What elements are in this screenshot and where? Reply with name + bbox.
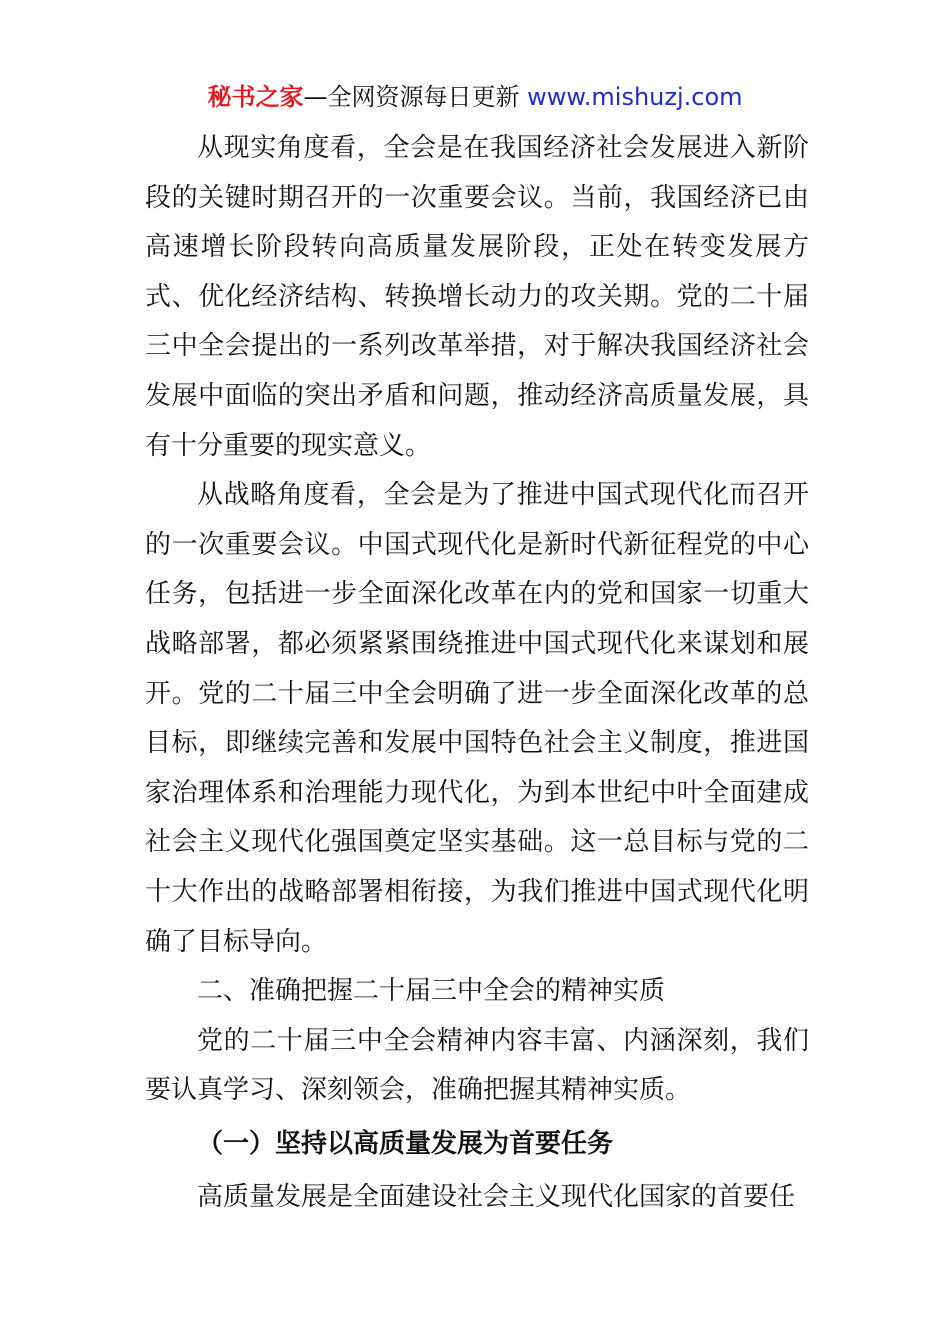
site-brand: 秘书之家 xyxy=(207,83,304,111)
paragraph-high-quality-development: 高质量发展是全面建设社会主义现代化国家的首要任 xyxy=(197,1182,796,1213)
paragraph-section-intro: 党的二十届三中全会精神内容丰富、内涵深刻，我们要认真学习、深刻领会，准确把握其精神实质。 xyxy=(145,1025,809,1106)
paragraph-practical-perspective: 从现实角度看，全会是在我国经济社会发展进入新阶段的关键时期召开的一次重要会议。当前，我国经济已由高速增长阶段转向高质量发展阶段，正处在转变发展方式、优化经济结构、转换增长动力的攻关期。党的二十届三中全会提出的一系列改革举措，对于解决我国经济社会发展中面临的突出矛盾和问题，推动经济高质量发展，具有十分重要的现实意义。 xyxy=(145,133,809,461)
subsection-heading-1: （一）坚持以高质量发展为首要任务 xyxy=(197,1128,614,1159)
paragraph-strategic-perspective: 从战略角度看，全会是为了推进中国式现代化而召开的一次重要会议。中国式现代化是新时代新征程党的中心任务，包括进一步全面深化改革在内的党和国家一切重大战略部署，都必须紧紧围绕推进中国式现代化来谋划和展开。党的二十届三中全会明确了进一步全面深化改革的总目标，即继续完善和发展中国特色社会主义制度，推进国家治理体系和治理能力现代化，为到本世纪中叶全面建成社会主义现代化强国奠定坚实基础。这一总目标与党的二十大作出的战略部署相衔接，为我们推进中国式现代化明确了目标导向。 xyxy=(145,480,809,957)
section-heading-2: 二、准确把握二十届三中全会的精神实质 xyxy=(197,976,666,1007)
site-header xyxy=(0,80,950,114)
document-body xyxy=(145,124,809,1223)
site-tagline: —全网资源每日更新 xyxy=(303,83,520,111)
site-url-link[interactable]: www.mishuzj.com xyxy=(527,83,743,111)
